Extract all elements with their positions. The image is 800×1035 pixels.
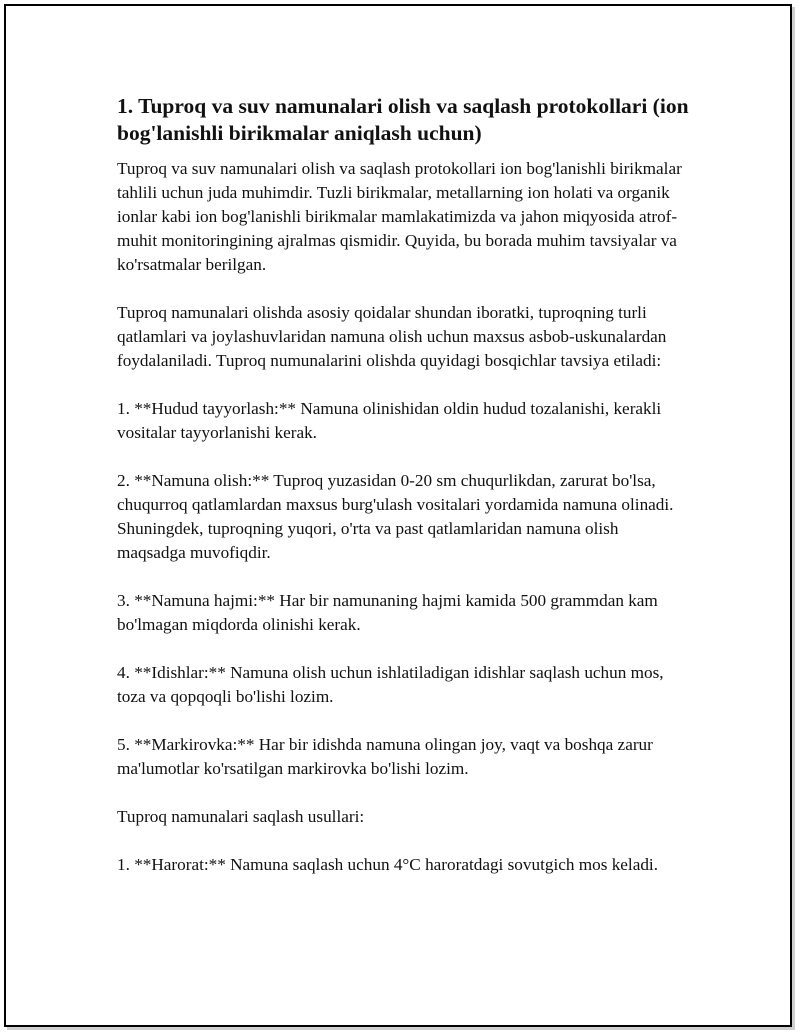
list-item-sampling: 2. **Namuna olish:** Tuproq yuzasidan 0-20 sm chuqurlikdan, zarurat bo'lsa, chuqurroq qatlamlardan maxsus burg'ulash vositalari yordamida namuna olinadi. Shuningdek, tuproqning yuqori, o'rta va past qatlamlaridan namuna olish maqsadga muvofiqdir.	[117, 471, 674, 562]
paragraph-soil-sampling-rules: Tuproq namunalari olishda asosiy qoidalar shundan iboratki, tuproqning turli qatlamlari va joylashuvlaridan namuna olish uchun maxsus asbob-uskunalardan foydalaniladi. Tuproq numunalarini olishda quyidagi bosqichlar tavsiya etiladi:	[117, 303, 667, 370]
list-item-labeling: 5. **Markirovka:** Har bir idishda namuna olingan joy, vaqt va boshqa zarur ma'lumotlar ko'rsatilgan markirovka bo'lishi lozim.	[117, 735, 653, 778]
paragraph-intro: Tuproq va suv namunalari olish va saqlash protokollari ion bog'lanishli birikmalar tahlili uchun juda muhimdir. Tuzli birikmalar, metallarning ion holati va organik ionlar kabi ion bog'lanishli birikmalar mamlakatimizda va jahon miqyosida atrof-muhit monitoringining ajralmas qismidir. Quyida, bu borada muhim tavsiyalar va ko'rsatmalar berilgan.	[117, 159, 682, 274]
paragraph-storage-methods: Tuproq namunalari saqlash usullari:	[117, 807, 365, 826]
list-item-sample-volume: 3. **Namuna hajmi:** Har bir namunaning hajmi kamida 500 grammdan kam bo'lmagan miqdorda olinishi kerak.	[117, 591, 658, 634]
list-item-area-preparation: 1. **Hudud tayyorlash:** Namuna olinishidan oldin hudud tozalanishi, kerakli vositalar tayyorlanishi kerak.	[117, 399, 662, 442]
list-item-containers: 4. **Idishlar:** Namuna olish uchun ishlatiladigan idishlar saqlash uchun mos, toza va qopqoqli bo'lishi lozim.	[117, 663, 664, 706]
list-item-temperature: 1. **Harorat:** Namuna saqlash uchun 4°C haroratdagi sovutgich mos keladi.	[117, 855, 658, 874]
section-heading: 1. Tuproq va suv namunalari olish va saqlash protokollari (ion bog'lanishli birikmalar aniqlash uchun)	[117, 94, 689, 145]
document-body	[117, 93, 689, 901]
